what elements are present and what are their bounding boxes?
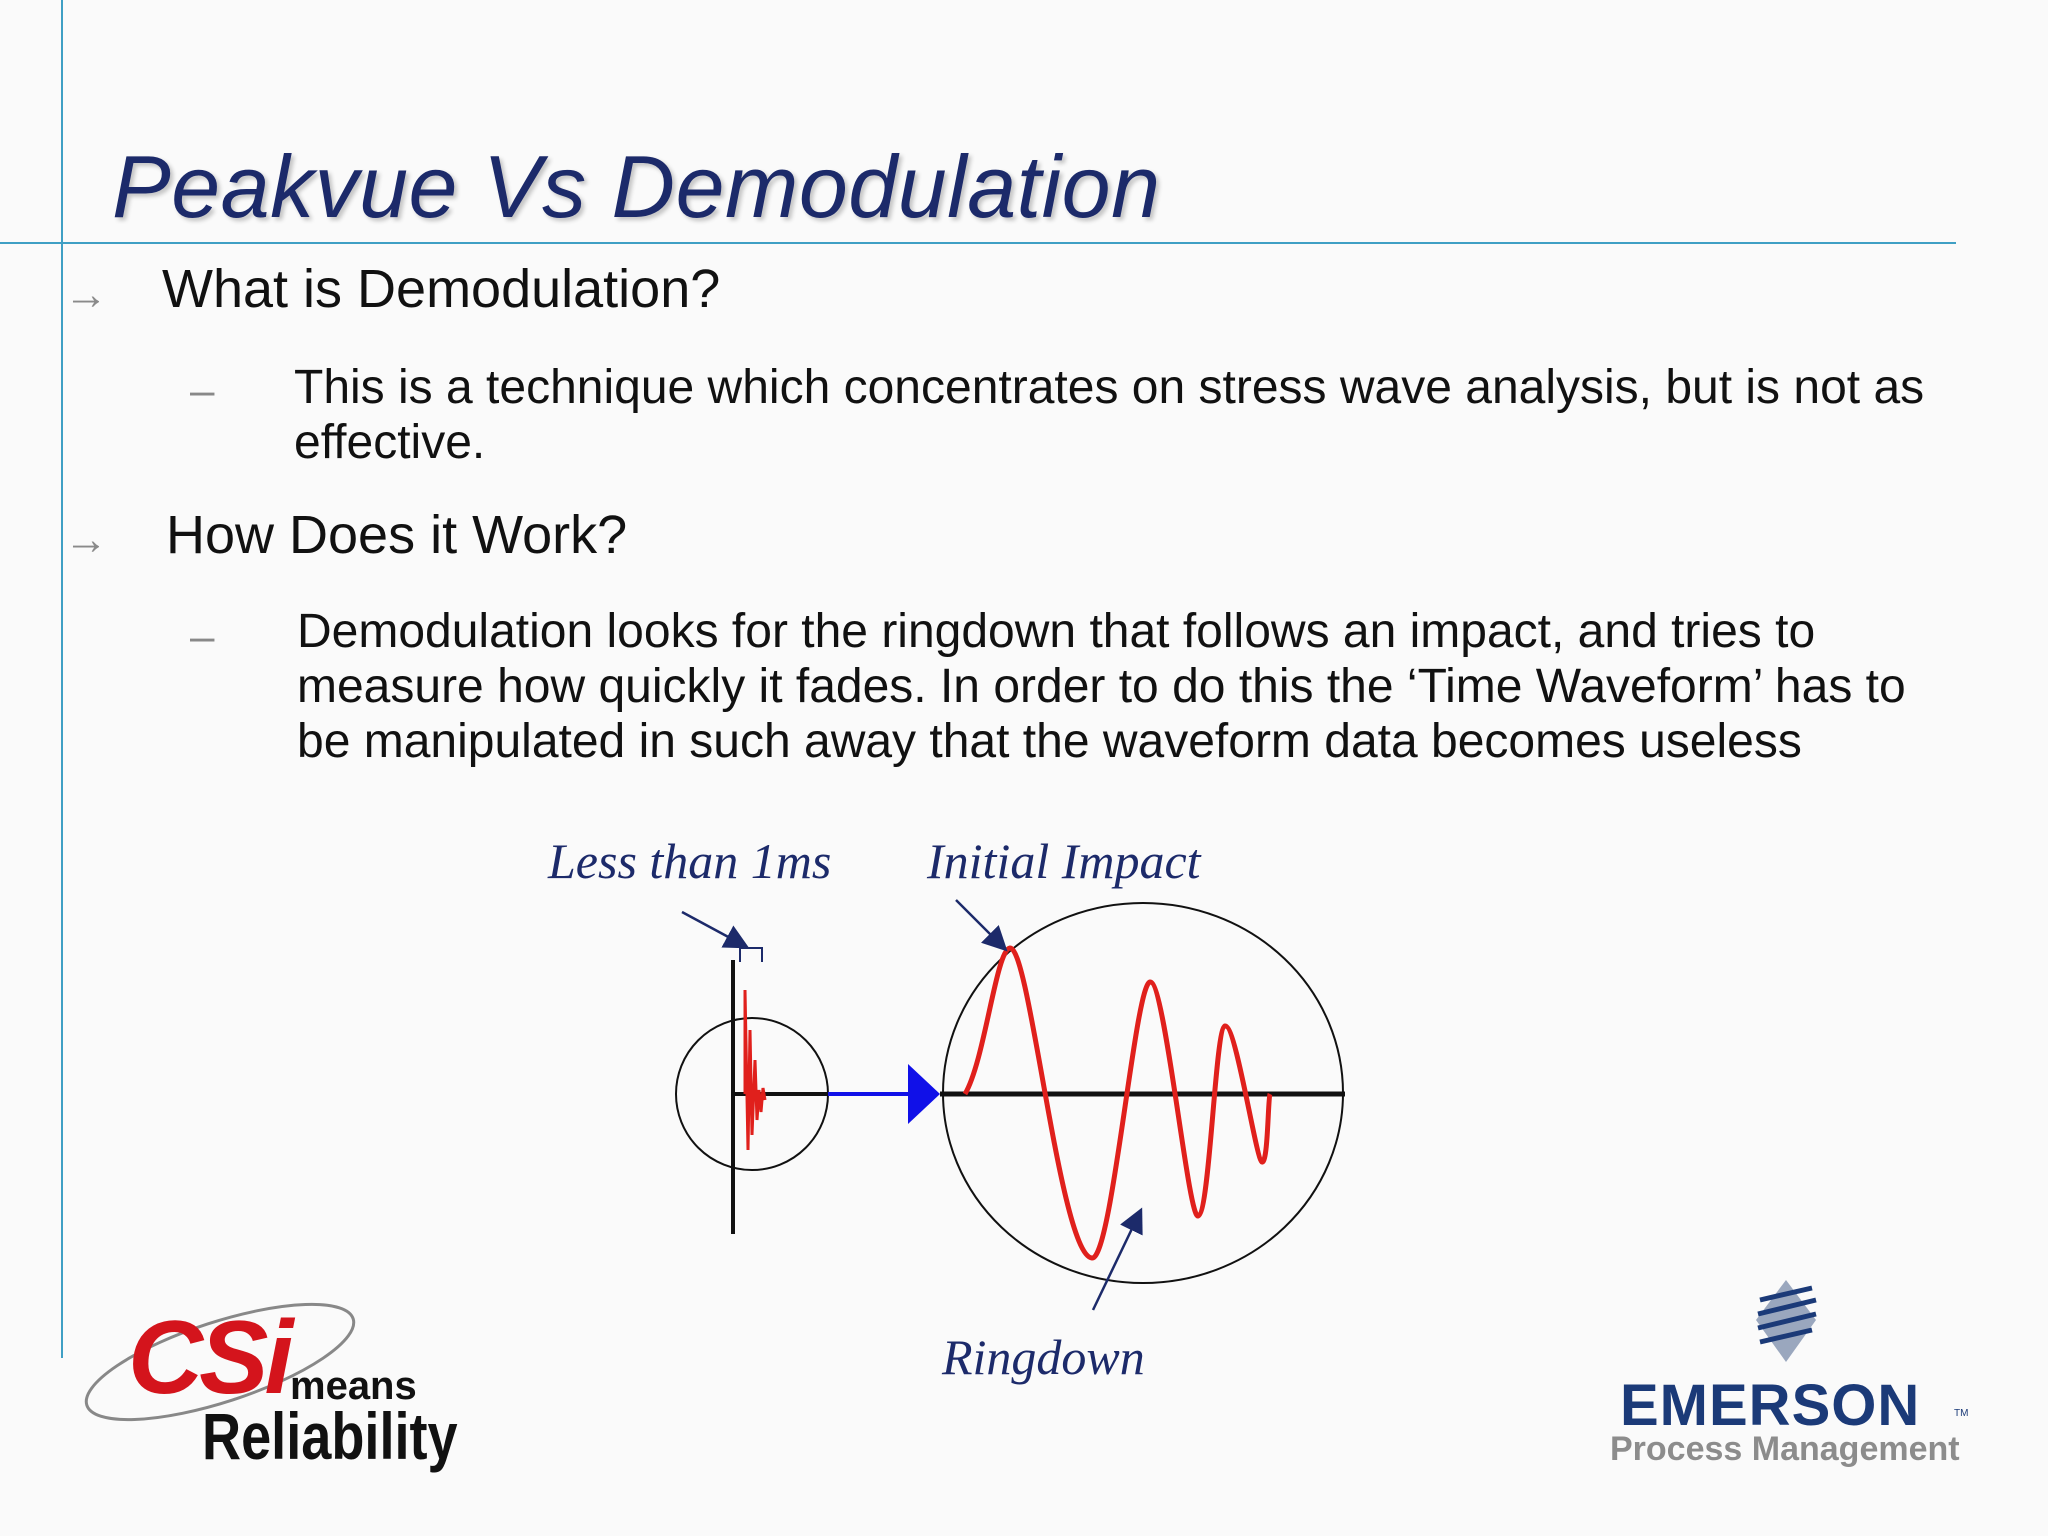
caption-initial-impact: Initial Impact — [927, 833, 1201, 889]
csi-logo-means: means — [290, 1364, 417, 1408]
ringdown-pointer-arrow — [1093, 1212, 1140, 1310]
small-impulse-waveform — [745, 990, 765, 1150]
emerson-trademark: TM — [1954, 1408, 1969, 1419]
less-than-pointer-arrow — [682, 912, 745, 946]
caption-less-than-1ms: Less than 1ms — [548, 833, 832, 889]
sub-bullet-dash: – — [190, 366, 215, 415]
sub-bullet-dash: – — [190, 612, 215, 661]
csi-logo-reliability: Reliability — [202, 1399, 458, 1473]
bullet-arrow-icon: → — [64, 515, 108, 564]
emerson-logo-icon — [1756, 1280, 1816, 1362]
bullet-arrow-icon: → — [64, 270, 108, 319]
ringdown-waveform — [965, 948, 1270, 1258]
bullet-text-1: This is a technique which concentrates on stress wave analysis, but is not as effective. — [294, 361, 1925, 469]
bullet-heading-1: What is Demodulation? — [162, 259, 721, 319]
emerson-logo-subtitle: Process Management — [1610, 1430, 1960, 1468]
caption-ringdown: Ringdown — [942, 1329, 1145, 1385]
zoom-arrow-head-icon — [908, 1064, 940, 1124]
slide-title: Peakvue Vs Demodulation — [112, 137, 1161, 236]
bullet-text-2: Demodulation looks for the ringdown that follows an impact, and tries to measure how quickly it fades. In order to do this the ‘Time Waveform’ has to be manipulated in such away that the waveform data becomes useless — [297, 605, 1906, 768]
time-bracket — [740, 948, 762, 962]
initial-impact-pointer-arrow — [956, 900, 1004, 948]
emerson-logo-name: EMERSON — [1620, 1373, 1921, 1438]
bullet-heading-2: How Does it Work? — [166, 505, 628, 565]
csi-logo-text: CSi — [128, 1300, 290, 1416]
